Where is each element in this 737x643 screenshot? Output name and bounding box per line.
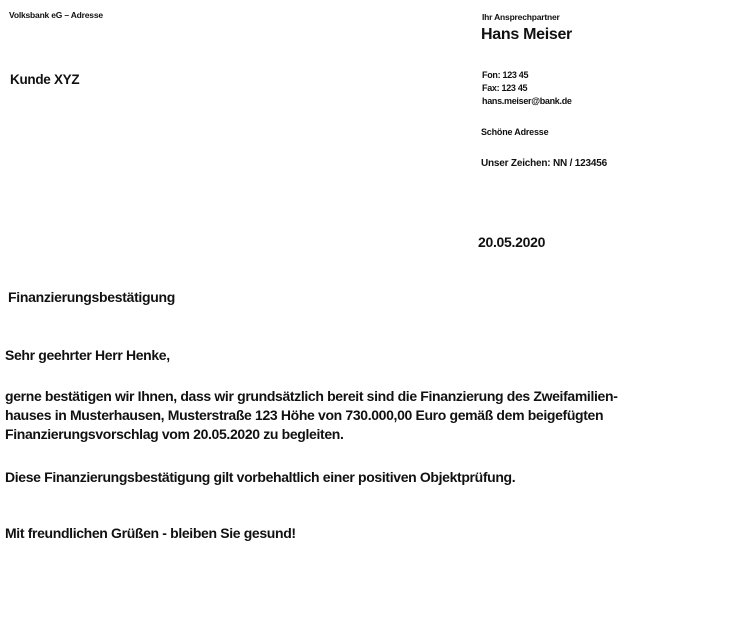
contact-phone: Fon: 123 45 — [482, 70, 529, 80]
letter-subject: Finanzierungsbestätigung — [8, 289, 176, 305]
paragraph-line: hauses in Musterhausen, Musterstraße 123 Höhe von 730.000,00 Euro gemäß dem beigefügten — [5, 407, 604, 423]
paragraph-financing-confirmation — [5, 387, 618, 444]
sender-address-line: Volksbank eG – Adresse — [9, 10, 103, 20]
closing-line: Mit freundlichen Grüßen - bleiben Sie gesund! — [5, 525, 296, 541]
contact-fax: Fax: 123 45 — [482, 83, 528, 93]
paragraph-line: Finanzierungsvorschlag vom 20.05.2020 zu begleiten. — [5, 426, 344, 442]
bank-address: Schöne Adresse — [481, 127, 549, 137]
contact-name: Hans Meiser — [481, 26, 572, 43]
contact-caption: Ihr Ansprechpartner — [482, 12, 560, 22]
salutation: Sehr geehrter Herr Henke, — [5, 347, 170, 363]
letter-date: 20.05.2020 — [478, 234, 546, 250]
paragraph-condition: Diese Finanzierungsbestätigung gilt vorbehaltlich einer positiven Objektprüfung. — [5, 469, 516, 485]
paragraph-line: gerne bestätigen wir Ihnen, dass wir grundsätzlich bereit sind die Finanzierung des Zweifamilien- — [5, 388, 618, 404]
contact-email: hans.meiser@bank.de — [482, 96, 572, 106]
reference-code: Unser Zeichen: NN / 123456 — [481, 158, 607, 169]
recipient-name: Kunde XYZ — [10, 72, 80, 87]
